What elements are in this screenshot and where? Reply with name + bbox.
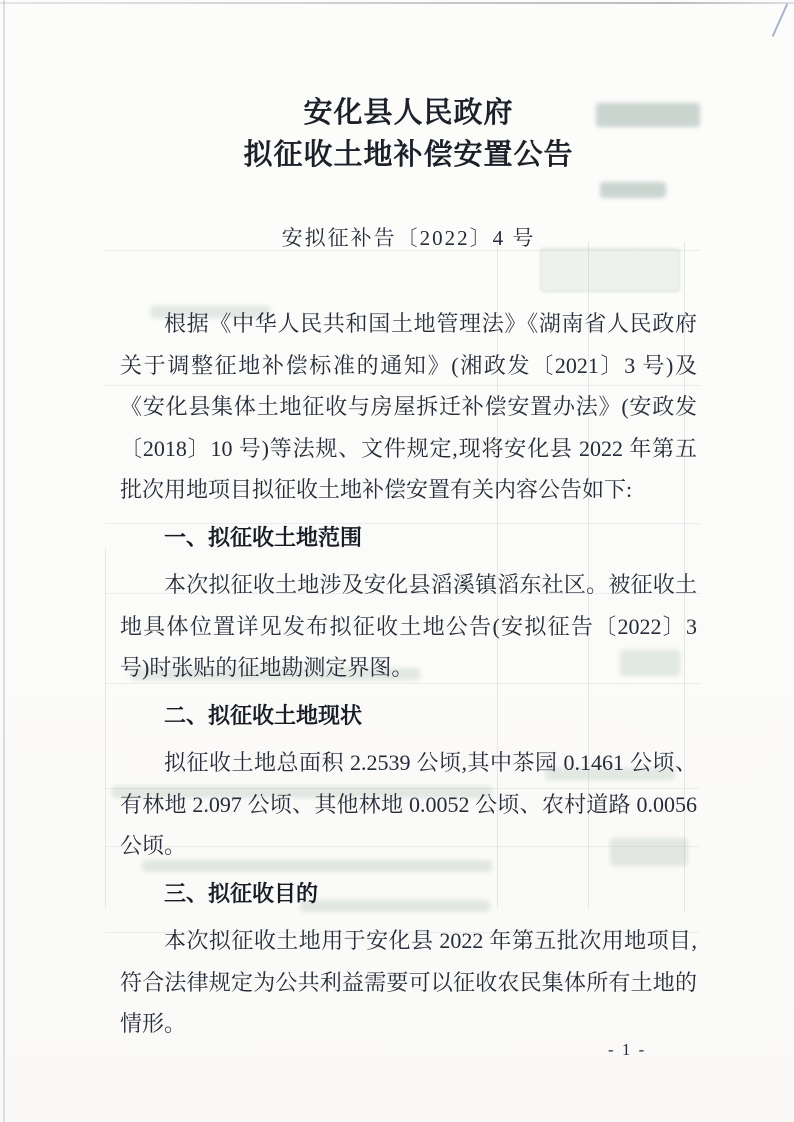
- document-body: [120, 303, 697, 1045]
- page-number: - 1 -: [608, 1040, 647, 1059]
- document-content: [120, 92, 697, 1045]
- intro-paragraph: 根据《中华人民共和国土地管理法》《湖南省人民政府关于调整征地补偿标准的通知》(湘政发〔2021〕3 号)及《安化县集体土地征收与房屋拆迁补偿安置办法》(安政发〔2018〕10 号)等法规、文件规定,现将安化县 2022 年第五批次用地项目拟征收土地补偿安置有关内容公告如下:: [120, 311, 697, 502]
- document-title-line-1: 安化县人民政府: [303, 97, 514, 129]
- section-3-paragraph: 本次拟征收土地用于安化县 2022 年第五批次用地项目,符合法律规定为公共利益需要可以征收农民集体所有土地的情形。: [120, 928, 697, 1036]
- document-title-line-2: 拟征收土地补偿安置公告: [243, 139, 574, 171]
- scan-edge-artifact: [0, 2, 794, 4]
- section-2-paragraph: 拟征收土地总面积 2.2539 公顷,其中茶园 0.1461 公顷、有林地 2.097 公顷、其他林地 0.0052 公顷、农村道路 0.0056 公顷。: [120, 750, 697, 858]
- scan-edge-artifact: [3, 0, 5, 1122]
- section-3-heading: 三、拟征收目的: [164, 880, 319, 906]
- section-1-heading: 一、拟征收土地范围: [164, 524, 363, 550]
- section-1-paragraph: 本次拟征收土地涉及安化县滔溪镇滔东社区。被征收土地具体位置详见发布拟征收土地公告(安拟征告〔2022〕3 号)时张贴的征地勘测定界图。: [120, 572, 697, 680]
- document-title: [120, 92, 697, 176]
- bleedthrough-table-line: [105, 548, 106, 908]
- section-2-heading: 二、拟征收土地现状: [164, 702, 363, 728]
- document-number: 安拟征补告〔2022〕4 号: [281, 226, 536, 250]
